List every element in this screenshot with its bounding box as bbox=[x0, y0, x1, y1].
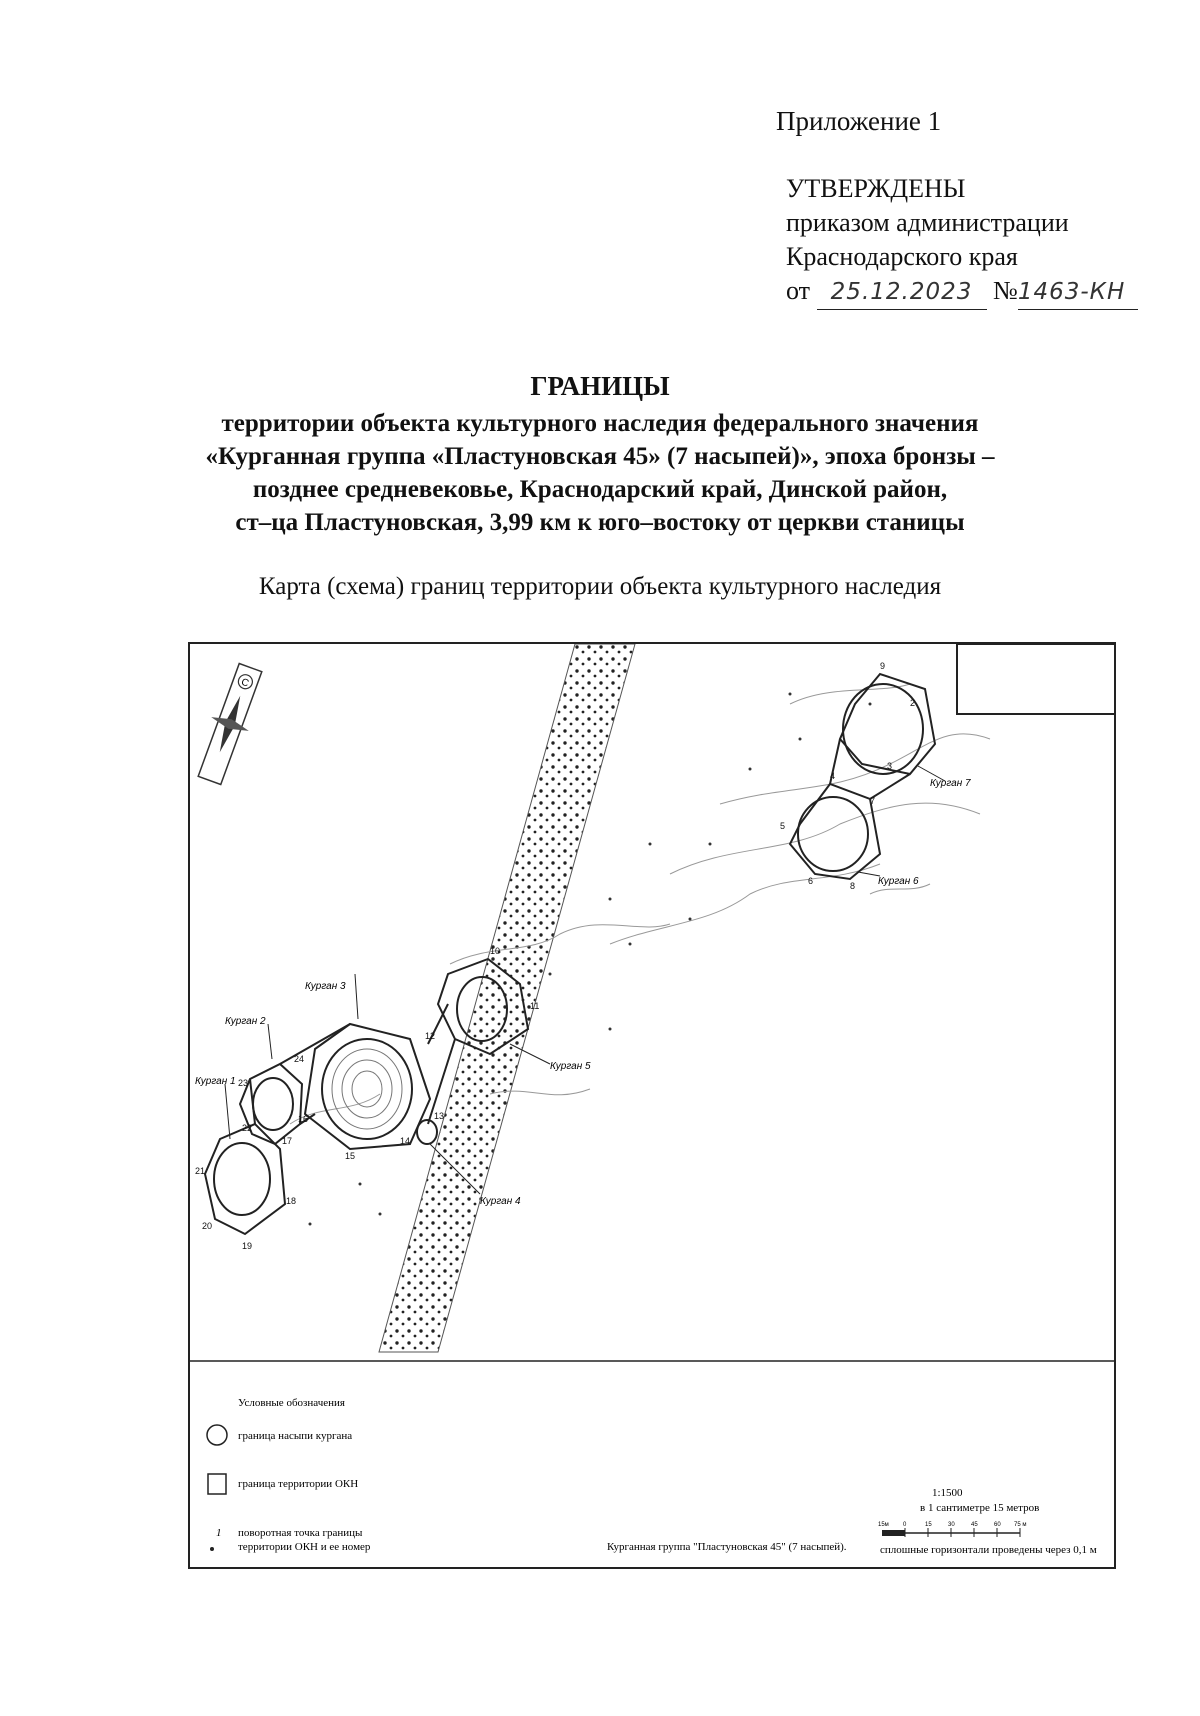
order-line-2: Краснодарского края bbox=[786, 242, 1018, 271]
contour-lines bbox=[290, 684, 990, 1124]
territory-boundary-6 bbox=[790, 784, 880, 879]
map-subtitle: Карта (схема) границ территории объекта культурного наследия bbox=[258, 573, 942, 600]
scale-tick: 30 bbox=[948, 1522, 955, 1528]
point-number: 13 bbox=[434, 1111, 445, 1121]
point-number: 18 bbox=[286, 1196, 297, 1206]
compass-letter: С bbox=[239, 676, 251, 690]
approval-block bbox=[786, 172, 1138, 310]
mound-1 bbox=[195, 1076, 285, 1234]
title-line-3: позднее средневековье, Краснодарский край, Динской район, bbox=[252, 476, 948, 503]
mound-label-6: Курган 6 bbox=[878, 876, 919, 887]
date-prefix: от bbox=[786, 276, 811, 305]
legend-mound-label: граница насыпи кургана bbox=[238, 1430, 353, 1442]
legend-territory-symbol bbox=[208, 1474, 226, 1494]
point-number: 10 bbox=[490, 946, 501, 956]
mound-boundary-1 bbox=[214, 1143, 270, 1215]
title-line-1: территории объекта культурного наследия федерального значения bbox=[221, 410, 979, 437]
scale-tick: 15м bbox=[878, 1522, 889, 1528]
scale-note: в 1 сантиметре 15 метров bbox=[920, 1502, 1040, 1514]
scale-ratio: 1:1500 bbox=[932, 1487, 963, 1499]
mound-boundary-3 bbox=[322, 1039, 412, 1139]
point-number: 4 bbox=[830, 771, 836, 781]
compass-icon bbox=[191, 661, 270, 787]
title-line-2: «Курганная группа «Пластуновская 45» (7 насыпей)», эпоха бронзы – bbox=[205, 443, 995, 470]
point-number: 20 bbox=[202, 1221, 213, 1231]
contour-note: сплошные горизонтали проведены через 0,1 м bbox=[880, 1544, 1097, 1556]
mound-label-3: Курган 3 bbox=[305, 981, 346, 992]
mound-7 bbox=[840, 674, 971, 789]
handwritten-date: 25.12.2023 bbox=[817, 275, 987, 310]
mound-label-5: Курган 5 bbox=[550, 1061, 591, 1072]
scale-tick: 45 bbox=[971, 1522, 978, 1528]
point-number: 11 bbox=[530, 1001, 540, 1011]
approved-label: УТВЕРЖДЕНЫ bbox=[786, 174, 966, 203]
point-number: 7 bbox=[870, 796, 876, 806]
handwritten-number: 1463-КН bbox=[1018, 275, 1138, 310]
mound-boundary-4 bbox=[417, 1120, 437, 1144]
point-number: 16 bbox=[298, 1114, 309, 1124]
legend-point-label-1: поворотная точка границы bbox=[238, 1527, 363, 1539]
mound-label-1: Курган 1 bbox=[195, 1076, 236, 1087]
mound-label-2: Курган 2 bbox=[225, 1016, 266, 1027]
scale-tick: 0 bbox=[903, 1522, 907, 1528]
legend-territory-label: граница территории ОКН bbox=[238, 1478, 359, 1490]
mound-boundary-2 bbox=[253, 1078, 293, 1130]
point-number: 5 bbox=[780, 821, 786, 831]
order-date-line bbox=[786, 274, 1138, 310]
mound-3 bbox=[305, 974, 430, 1149]
legend bbox=[207, 1397, 1097, 1556]
scale-tick: 15 bbox=[925, 1522, 932, 1528]
scale-bar bbox=[882, 1528, 1020, 1537]
point-number: 2 bbox=[910, 698, 916, 708]
title-corner-box bbox=[957, 644, 1116, 714]
point-number: 9 bbox=[880, 661, 886, 671]
number-prefix: № bbox=[993, 276, 1018, 305]
legend-title: Условные обозначения bbox=[238, 1397, 345, 1409]
map-frame bbox=[188, 642, 1116, 1569]
order-line-1: приказом администрации bbox=[786, 208, 1069, 237]
point-number: 3 bbox=[887, 761, 893, 771]
site-map bbox=[190, 644, 1116, 1569]
title-heading: ГРАНИЦЫ bbox=[530, 371, 670, 401]
point-number: 21 bbox=[195, 1166, 206, 1176]
point-number: 23 bbox=[238, 1078, 249, 1088]
mound-boundary-6 bbox=[798, 797, 868, 871]
legend-point-symbol bbox=[210, 1547, 214, 1551]
legend-point-label-2: территории ОКН и ее номер bbox=[238, 1541, 371, 1553]
legend-point-number: 1 bbox=[216, 1527, 222, 1539]
mound-6 bbox=[790, 784, 919, 887]
map-caption: Курганная группа "Пластуновская 45" (7 насыпей). bbox=[607, 1541, 847, 1553]
title-line-4: ст–ца Пластуновская, 3,99 км к юго–востоку от церкви станицы bbox=[235, 509, 965, 536]
mound-label-7: Курган 7 bbox=[930, 778, 971, 789]
scale-tick: 60 bbox=[994, 1522, 1001, 1528]
point-number: 22 bbox=[242, 1123, 253, 1133]
mound-label-4: Курган 4 bbox=[480, 1196, 521, 1207]
document-title bbox=[100, 370, 1100, 539]
territory-boundary-1 bbox=[205, 1124, 285, 1234]
point-number: 15 bbox=[345, 1151, 356, 1161]
scale-ticks bbox=[878, 1522, 1026, 1528]
scale-tick: 75 м bbox=[1014, 1522, 1027, 1528]
point-number: 17 bbox=[282, 1136, 293, 1146]
point-number: 6 bbox=[808, 876, 814, 886]
appendix-label: Приложение 1 bbox=[776, 106, 942, 136]
point-number: 12 bbox=[425, 1031, 436, 1041]
point-number: 19 bbox=[242, 1241, 253, 1251]
road-strip bbox=[379, 644, 635, 1352]
legend-mound-symbol bbox=[207, 1425, 227, 1445]
point-number: 8 bbox=[850, 881, 856, 891]
point-number: 24 bbox=[294, 1054, 305, 1064]
point-number: 14 bbox=[400, 1136, 411, 1146]
